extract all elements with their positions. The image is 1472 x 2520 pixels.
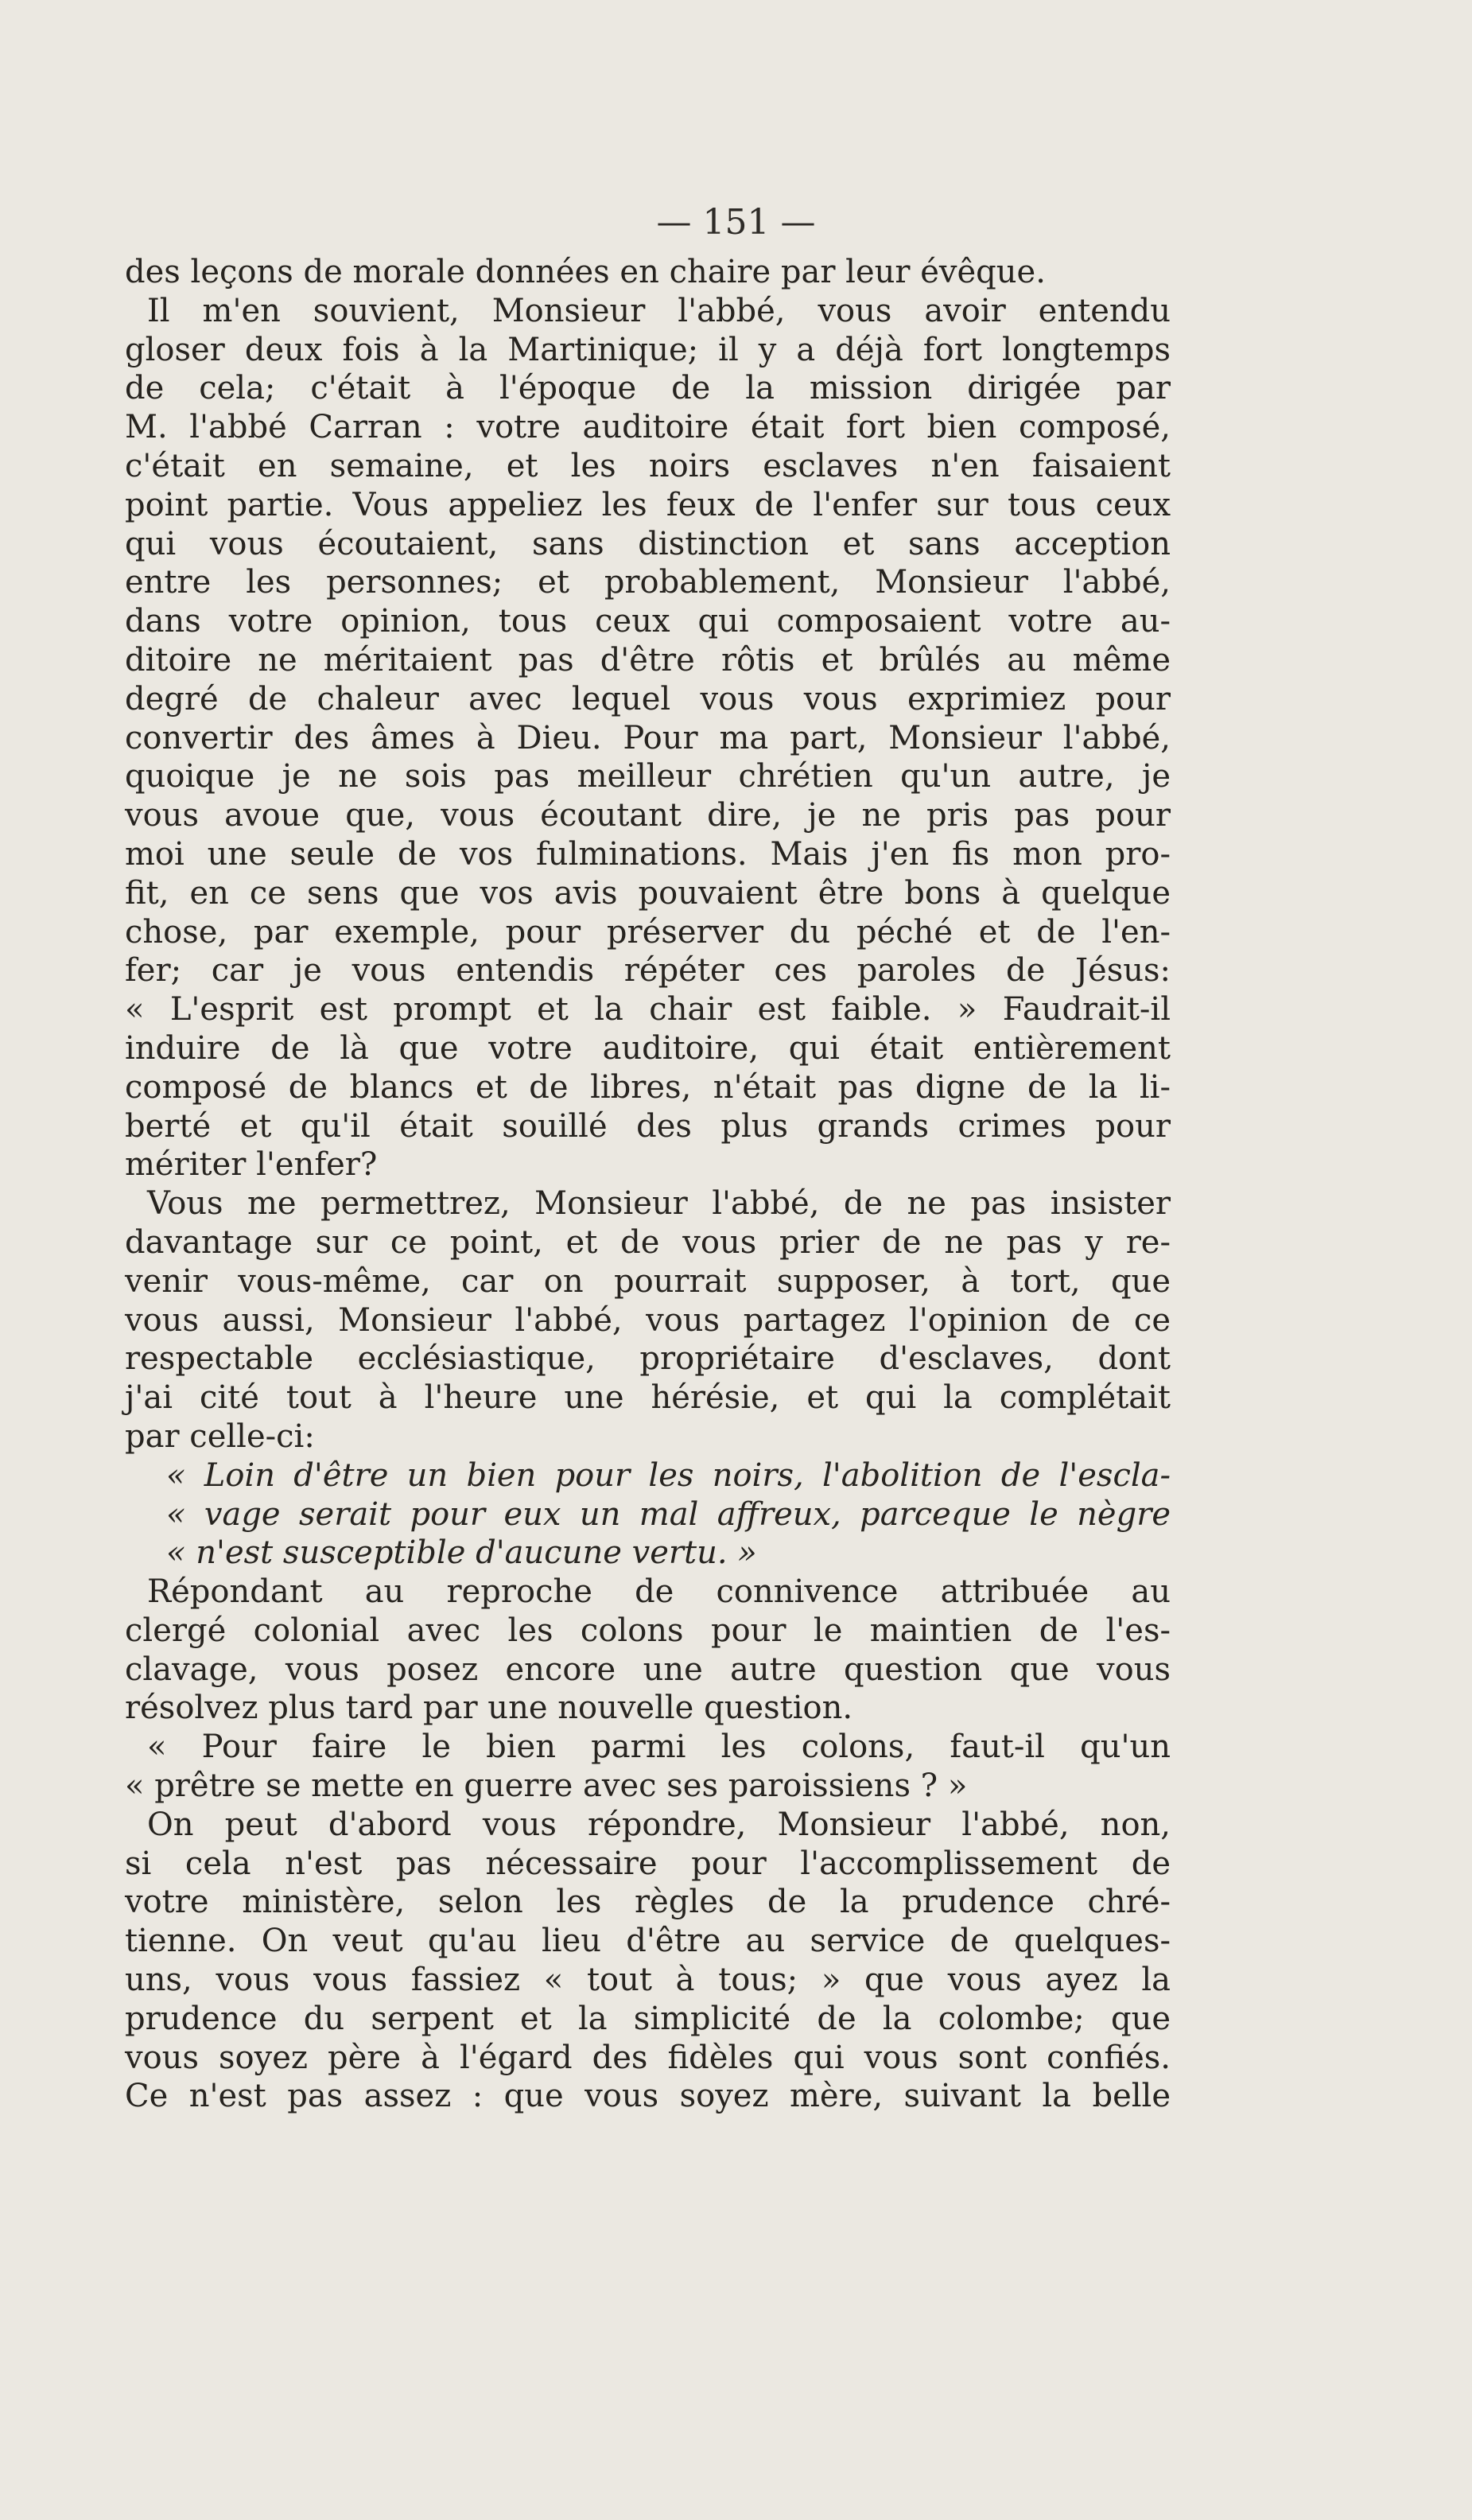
text-line: des leçons de morale données en chaire par leur évêque. xyxy=(125,254,1046,290)
text-line: si cela n'est pas nécessaire pour l'accomplissement de xyxy=(125,1845,1171,1882)
text-line: induire de là que votre auditoire, qui était entièrement xyxy=(125,1029,1171,1067)
text-line: point partie. Vous appeliez les feux de l'enfer sur tous ceux xyxy=(125,486,1171,523)
text-line: Il m'en souvient, Monsieur l'abbé, vous avoir entendu xyxy=(147,292,1171,329)
text-line: convertir des âmes à Dieu. Pour ma part, Monsieur l'abbé, xyxy=(125,719,1171,756)
text-line: uns, vous vous fassiez « tout à tous; » que vous ayez la xyxy=(125,1962,1171,1999)
text-line: dans votre opinion, tous ceux qui composaient votre au- xyxy=(125,603,1171,640)
text-line: qui vous écoutaient, sans distinction et sans acception xyxy=(125,525,1171,562)
text-line: tienne. On veut qu'au lieu d'être au service de quelques- xyxy=(125,1923,1171,1960)
text-line: Répondant au reproche de connivence attribuée au xyxy=(147,1573,1171,1611)
text-line: « Pour faire le bien parmi les colons, faut-il qu'un xyxy=(147,1729,1171,1766)
text-line: vous avoue que, vous écoutant dire, je ne pris pas pour xyxy=(125,797,1171,834)
text-line: berté et qu'il était souillé des plus grands crimes pour xyxy=(125,1107,1171,1145)
text-line: « prêtre se mette en guerre avec ses paroissiens ? » xyxy=(125,1768,968,1805)
text-line: vous soyez père à l'égard des fidèles qui vous sont confiés. xyxy=(125,2039,1171,2076)
text-line: par celle-ci: xyxy=(125,1418,315,1455)
text-line: chose, par exemple, pour préserver du péché et de l'en- xyxy=(125,913,1171,951)
text-line: clergé colonial avec les colons pour le maintien de l'es- xyxy=(125,1612,1171,1649)
text-line: « L'esprit est prompt et la chair est faible. » Faudrait-il xyxy=(125,991,1171,1029)
text-line: prudence du serpent et la simplicité de la colombe; que xyxy=(125,2000,1171,2037)
text-line: entre les personnes; et probablement, Monsieur l'abbé, xyxy=(125,564,1171,601)
text-line: Ce n'est pas assez : que vous soyez mère, suivant la belle xyxy=(125,2078,1171,2115)
body-text xyxy=(125,253,1171,2116)
text-line: ditoire ne méritaient pas d'être rôtis et brûlés au même xyxy=(125,641,1171,679)
quotation-line: « Loin d'être un bien pour les noirs, l'abolition de l'escla- xyxy=(166,1456,1171,1494)
text-line: de cela; c'était à l'époque de la mission dirigée par xyxy=(125,370,1171,407)
text-line: vous aussi, Monsieur l'abbé, vous partagez l'opinion de ce xyxy=(125,1301,1171,1339)
quotation-line: « vage serait pour eux un mal affreux, parceque le nègre xyxy=(166,1495,1171,1533)
page-number: — 151 — xyxy=(656,202,816,243)
text-line: moi une seule de vos fulminations. Mais j'en fis mon pro- xyxy=(125,835,1171,873)
text-line: M. l'abbé Carran : votre auditoire était fort bien composé, xyxy=(125,409,1171,446)
text-line: quoique je ne sois pas meilleur chrétien qu'un autre, je xyxy=(125,758,1171,795)
text-line: venir vous-même, car on pourrait supposer, à tort, que xyxy=(125,1262,1171,1300)
text-line: j'ai cité tout à l'heure une hérésie, et qui la complétait xyxy=(125,1379,1171,1417)
text-line: votre ministère, selon les règles de la prudence chré- xyxy=(125,1884,1171,1921)
text-line: fer; car je vous entendis répéter ces paroles de Jésus: xyxy=(125,952,1171,990)
text-line: résolvez plus tard par une nouvelle question. xyxy=(125,1690,853,1727)
text-line: composé de blancs et de libres, n'était pas digne de la li- xyxy=(125,1068,1171,1106)
text-line: c'était en semaine, et les noirs esclaves n'en faisaient xyxy=(125,447,1171,484)
text-line: respectable ecclésiastique, propriétaire d'esclaves, dont xyxy=(125,1340,1171,1378)
text-line: clavage, vous posez encore une autre question que vous xyxy=(125,1651,1171,1688)
text-line: fit, en ce sens que vos avis pouvaient être bons à quelque xyxy=(125,874,1171,912)
text-line: On peut d'abord vous répondre, Monsieur l'abbé, non, xyxy=(147,1806,1171,1843)
text-line: davantage sur ce point, et de vous prier de ne pas y re- xyxy=(125,1223,1171,1261)
text-line: gloser deux fois à la Martinique; il y a déjà fort longtemps xyxy=(125,331,1171,368)
text-line: Vous me permettrez, Monsieur l'abbé, de ne pas insister xyxy=(147,1185,1171,1223)
text-line: degré de chaleur avec lequel vous vous exprimiez pour xyxy=(125,680,1171,718)
text-line: mériter l'enfer? xyxy=(125,1146,378,1184)
quotation-line: « n'est susceptible d'aucune vertu. » xyxy=(166,1534,757,1572)
